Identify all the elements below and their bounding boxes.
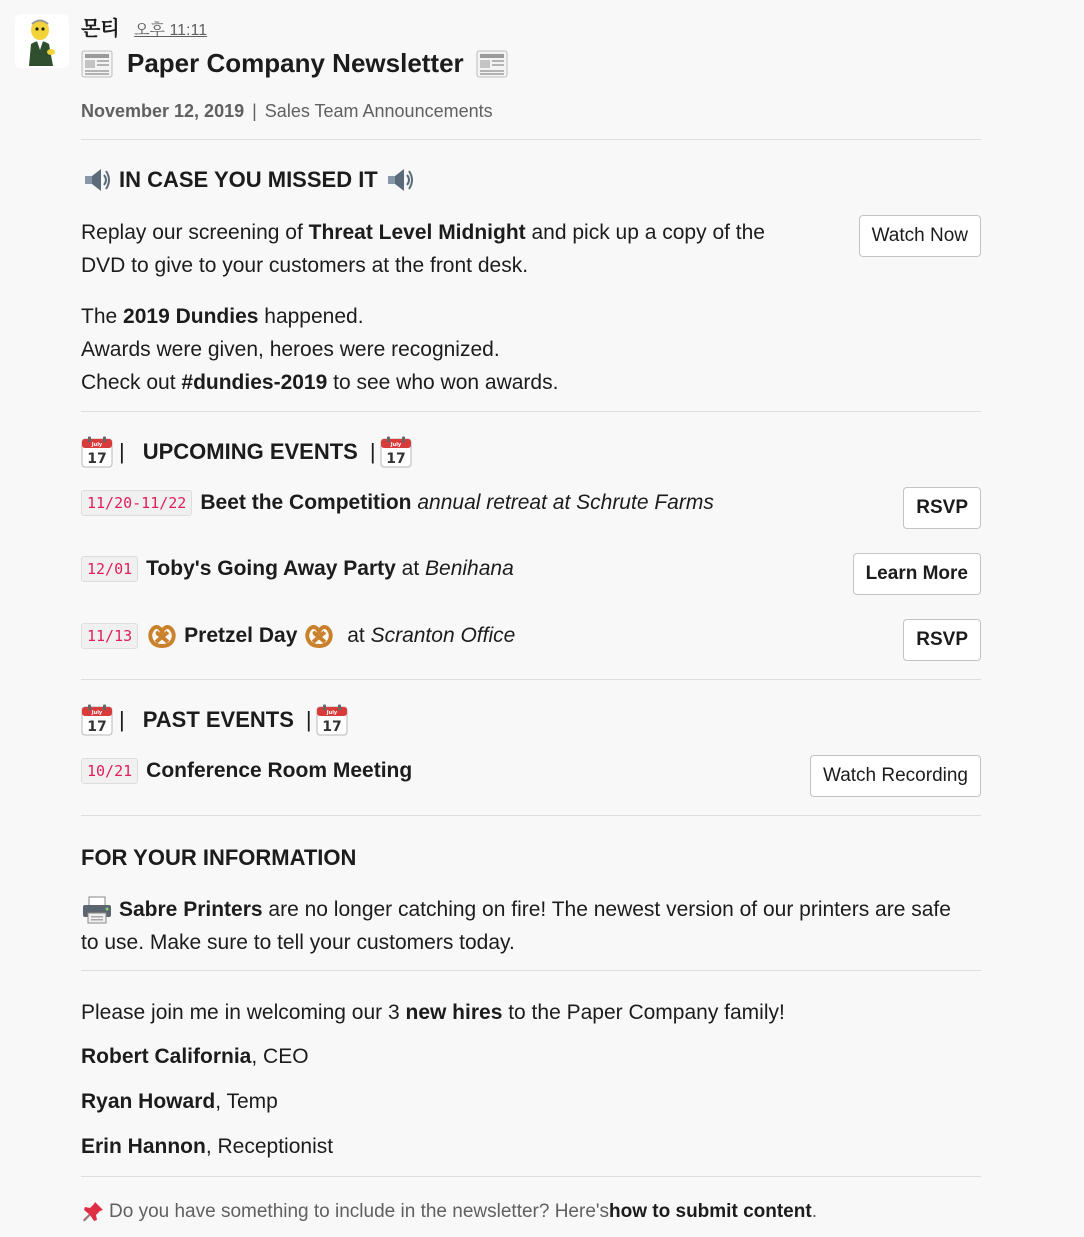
pushpin-icon	[81, 1200, 105, 1224]
event-name: Toby's Going Away Party	[146, 557, 396, 580]
event-date: 10/21	[81, 758, 138, 784]
event-row	[81, 490, 714, 516]
context-line	[81, 101, 493, 122]
hire-item	[81, 1090, 278, 1114]
calendar-icon	[81, 436, 113, 468]
dundies-line-3	[81, 366, 901, 399]
fyi-paragraph	[81, 893, 961, 959]
section-heading-upcoming	[81, 436, 412, 468]
paragraph-text: Please join me in welcoming our 3	[81, 1001, 406, 1024]
event-name: Conference Room Meeting	[146, 759, 413, 782]
rsvp-button[interactable]: RSVP	[903, 619, 981, 661]
heading-separator: |	[305, 707, 312, 732]
event-date: 12/01	[81, 556, 138, 582]
hire-name: Ryan Howard	[81, 1090, 216, 1113]
dundies-paragraph	[81, 300, 901, 399]
hire-name: Erin Hannon	[81, 1135, 206, 1158]
movie-title: Threat Level Midnight	[308, 221, 526, 244]
newsletter-title-row	[81, 48, 508, 79]
section-heading-past	[81, 704, 348, 736]
dundies-line-1	[81, 300, 901, 333]
section-heading-text: PAST EVENTS	[142, 707, 294, 732]
footer-context	[81, 1200, 817, 1224]
paragraph-text: and pick up a copy of the DVD to give to your customers at the front desk.	[81, 221, 765, 277]
hire-item	[81, 1045, 309, 1069]
paragraph-text: Check out	[81, 371, 182, 394]
hire-role: , Receptionist	[205, 1135, 334, 1158]
avatar[interactable]	[15, 14, 69, 68]
footer-end: .	[811, 1201, 817, 1222]
event-detail: Scranton Office	[370, 624, 516, 647]
printer-icon	[81, 895, 113, 925]
pretzel-icon	[303, 622, 335, 650]
pretzel-icon	[146, 622, 178, 650]
loudspeaker-icon	[81, 165, 113, 195]
event-row	[81, 556, 514, 582]
event-row	[81, 758, 412, 784]
watch-now-button[interactable]: Watch Now	[859, 215, 981, 257]
watch-recording-button[interactable]: Watch Recording	[810, 755, 981, 797]
paragraph-text: happened.	[258, 305, 364, 328]
channel-link[interactable]: #dundies-2019	[181, 371, 328, 394]
event-connector: at	[395, 557, 426, 580]
submit-content-link[interactable]: how to submit content	[609, 1201, 812, 1222]
heading-separator: |	[119, 707, 125, 732]
hire-name: Robert California	[81, 1045, 252, 1068]
divider	[81, 815, 981, 816]
event-detail: annual retreat at Schrute Farms	[417, 491, 714, 514]
event-name: Beet the Competition	[200, 491, 412, 514]
dundies-bold: 2019 Dundies	[123, 305, 259, 328]
heading-separator: |	[119, 439, 125, 464]
footer-text: Do you have something to include in the newsletter? Here's	[109, 1201, 610, 1222]
message-header	[81, 12, 207, 41]
hire-role: , CEO	[251, 1045, 309, 1068]
event-date: 11/13	[81, 623, 138, 649]
paragraph-text: to see who won awards.	[327, 371, 559, 394]
paragraph-text: Replay our screening of	[81, 221, 309, 244]
section-heading-text: IN CASE YOU MISSED IT	[119, 167, 378, 192]
newspaper-icon	[476, 49, 508, 79]
calendar-icon	[380, 436, 412, 468]
hire-role: , Temp	[215, 1090, 278, 1113]
channel-name: Sales Team Announcements	[264, 101, 493, 121]
new-hires-bold: new hires	[405, 1001, 503, 1024]
divider	[81, 1176, 981, 1177]
section-heading-missed	[81, 165, 416, 195]
divider	[81, 970, 981, 971]
heading-separator: |	[369, 439, 376, 464]
context-separator: |	[252, 101, 257, 121]
timestamp[interactable]: 오후 11:11	[134, 22, 208, 39]
paragraph-text: are no longer catching on fire! The newest version of our printers are safe to use. Make sure to tell your customers today.	[81, 898, 951, 954]
sender-name[interactable]: 몬티	[81, 18, 120, 40]
event-date: 11/20-11/22	[81, 490, 192, 516]
divider	[81, 679, 981, 680]
calendar-icon	[81, 704, 113, 736]
event-name: Pretzel Day	[184, 624, 298, 647]
threat-level-paragraph	[81, 216, 801, 282]
newspaper-icon	[81, 49, 113, 79]
divider	[81, 139, 981, 140]
rsvp-button[interactable]: RSVP	[903, 487, 981, 529]
new-hires-intro	[81, 996, 981, 1029]
newsletter-date: November 12, 2019	[81, 101, 245, 121]
dundies-line-2: Awards were given, heroes were recognized.	[81, 338, 500, 361]
newsletter-title: Paper Company Newsletter	[127, 48, 464, 78]
paragraph-text: to the Paper Company family!	[502, 1001, 785, 1024]
calendar-icon	[316, 704, 348, 736]
event-connector: at	[341, 624, 371, 647]
event-detail: Benihana	[425, 557, 514, 580]
section-heading-text: UPCOMING EVENTS	[142, 439, 358, 464]
paragraph-text: The	[81, 305, 124, 328]
avatar-image	[15, 14, 69, 68]
divider	[81, 411, 981, 412]
loudspeaker-icon	[384, 165, 416, 195]
learn-more-button[interactable]: Learn More	[853, 553, 981, 595]
event-row	[81, 622, 515, 650]
section-heading-fyi: FOR YOUR INFORMATION	[81, 845, 357, 870]
fyi-bold: Sabre Printers	[119, 898, 263, 921]
hire-item	[81, 1135, 333, 1159]
